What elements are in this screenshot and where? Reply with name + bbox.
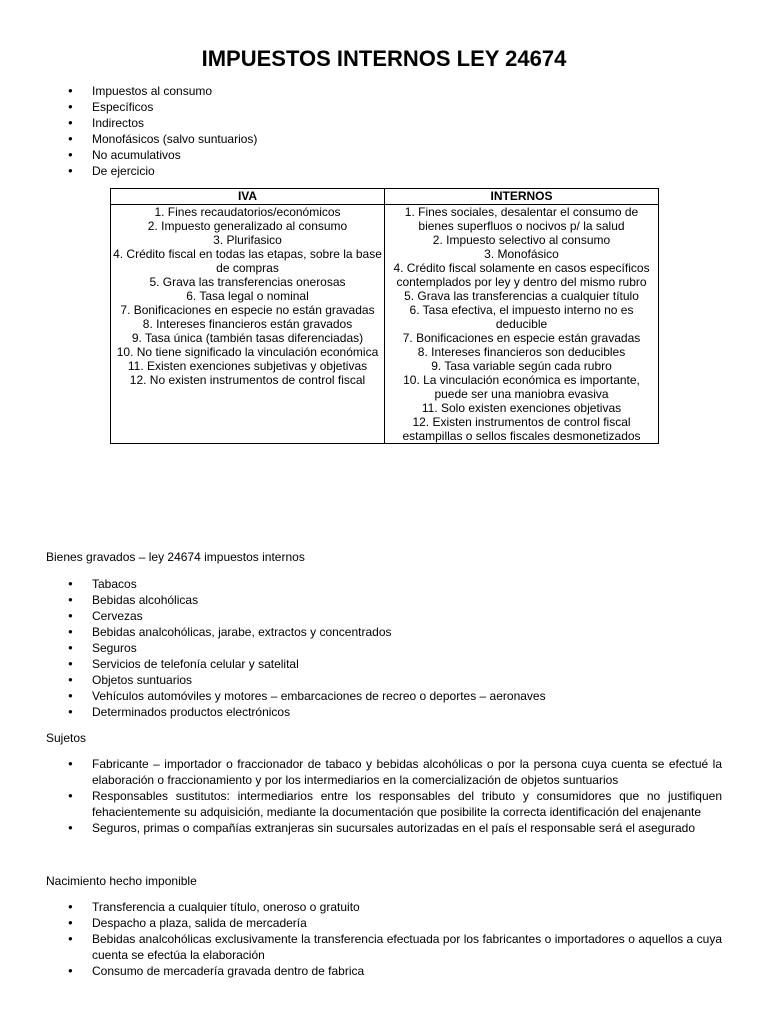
iva-row: 2. Impuesto generalizado al consumo	[147, 219, 348, 233]
list-item: ● Vehículos automóviles y motores – embarcaciones de recreo o deportes – aeronaves	[46, 688, 726, 704]
characteristics-list	[46, 83, 726, 179]
list-item: ● Bebidas alcohólicas	[46, 592, 726, 608]
internos-column	[385, 205, 659, 444]
table-header-internos: INTERNOS	[385, 189, 659, 205]
list-item: ● Fabricante – importador o fraccionador de tabaco y bebidas alcohólicas o por la persona cuya cuenta se efectué la elaboración o fraccionamiento y por los intermediarios en la comercialización de objetos suntuarios	[46, 756, 722, 788]
iva-row: 7. Bonificaciones en especie no están gravadas	[120, 303, 375, 317]
list-item: ● Objetos suntuarios	[46, 672, 726, 688]
internos-row: 4. Crédito fiscal solamente en casos específicos contemplados por ley y dentro del mismo rubro	[393, 261, 650, 289]
iva-row: 1. Fines recaudatorios/económicos	[154, 205, 341, 219]
nacimiento-heading: Nacimiento hecho imponible	[46, 874, 197, 888]
internos-row: 12. Existen instrumentos de control fiscal estampillas o sellos fiscales desmonetizados	[402, 415, 641, 443]
list-item: ● Determinados productos electrónicos	[46, 704, 726, 720]
list-item: ● Responsables sustitutos: intermediarios entre los responsables del tributo y consumidores que no justifiquen fehacientemente su adquisición, mediante la documentación que posibilite la correcta identificación del enajenante	[46, 788, 722, 820]
bienes-list	[46, 576, 726, 720]
list-item: ● Seguros, primas o compañías extranjeras sin sucursales autorizadas en el país el responsable será el asegurado	[46, 820, 722, 836]
list-item: ● Seguros	[46, 640, 726, 656]
internos-row: 10. La vinculación económica es importante, puede ser una maniobra evasiva	[403, 373, 640, 401]
internos-row: 2. Impuesto selectivo al consumo	[432, 233, 611, 247]
list-item: ● Consumo de mercadería gravada dentro de fabrica	[46, 963, 722, 979]
iva-row: 10. No tiene significado la vinculación económica	[116, 345, 379, 359]
internos-row: 11. Solo existen exenciones objetivas	[421, 401, 622, 415]
list-item: ● Específicos	[46, 99, 726, 115]
iva-row: 12. No existen instrumentos de control fiscal	[129, 373, 366, 387]
list-item: ● Bebidas analcohólicas exclusivamente la transferencia efectuada por los fabricantes o importadores o aquellos a cuya cuenta se efectúa la elaboración	[46, 931, 722, 963]
list-item: ● Servicios de telefonía celular y satelital	[46, 656, 726, 672]
iva-column	[111, 205, 385, 444]
bienes-heading: Bienes gravados – ley 24674 impuestos internos	[46, 550, 305, 564]
iva-row: 4. Crédito fiscal en todas las etapas, sobre la base de compras	[113, 247, 382, 275]
internos-row: 3. Monofásico	[484, 247, 559, 261]
iva-row: 9. Tasa única (también tasas diferenciadas)	[131, 331, 364, 345]
internos-row: 8. Intereses financieros son deducibles	[417, 345, 626, 359]
list-item: ● Indirectos	[46, 115, 726, 131]
iva-row: 5. Grava las transferencias onerosas	[149, 275, 346, 289]
list-item: ● Monofásicos (salvo suntuarios)	[46, 131, 726, 147]
list-item: ● No acumulativos	[46, 147, 726, 163]
list-item: ● Cervezas	[46, 608, 726, 624]
list-item: ● Tabacos	[46, 576, 726, 592]
table-header-iva: IVA	[111, 189, 385, 205]
comparison-table	[110, 188, 659, 444]
page-title: IMPUESTOS INTERNOS LEY 24674	[201, 46, 567, 71]
sujetos-heading: Sujetos	[46, 731, 87, 745]
iva-row: 11. Existen exenciones subjetivas y objetivas	[127, 359, 368, 373]
nacimiento-list	[46, 899, 722, 979]
internos-row: 5. Grava las transferencias a cualquier título	[404, 289, 639, 303]
list-item: ● Bebidas analcohólicas, jarabe, extractos y concentrados	[46, 624, 726, 640]
list-item: ● Impuestos al consumo	[46, 83, 726, 99]
internos-row: 6. Tasa efectiva, el impuesto interno no es deducible	[409, 303, 634, 331]
list-item: ● De ejercicio	[46, 163, 726, 179]
list-item: ● Despacho a plaza, salida de mercadería	[46, 915, 722, 931]
internos-row: 1. Fines sociales, desalentar el consumo de bienes superfluos o nocivos p/ la salud	[404, 205, 639, 233]
internos-row: 9. Tasa variable según cada rubro	[431, 359, 612, 373]
iva-row: 6. Tasa legal o nominal	[186, 289, 309, 303]
list-item: ● Transferencia a cualquier título, oneroso o gratuito	[46, 899, 722, 915]
internos-row: 7. Bonificaciones en especie están gravadas	[402, 331, 641, 345]
iva-row: 8. Intereses financieros están gravados	[142, 317, 353, 331]
iva-row: 3. Plurifasico	[213, 233, 282, 247]
sujetos-list	[46, 756, 722, 836]
